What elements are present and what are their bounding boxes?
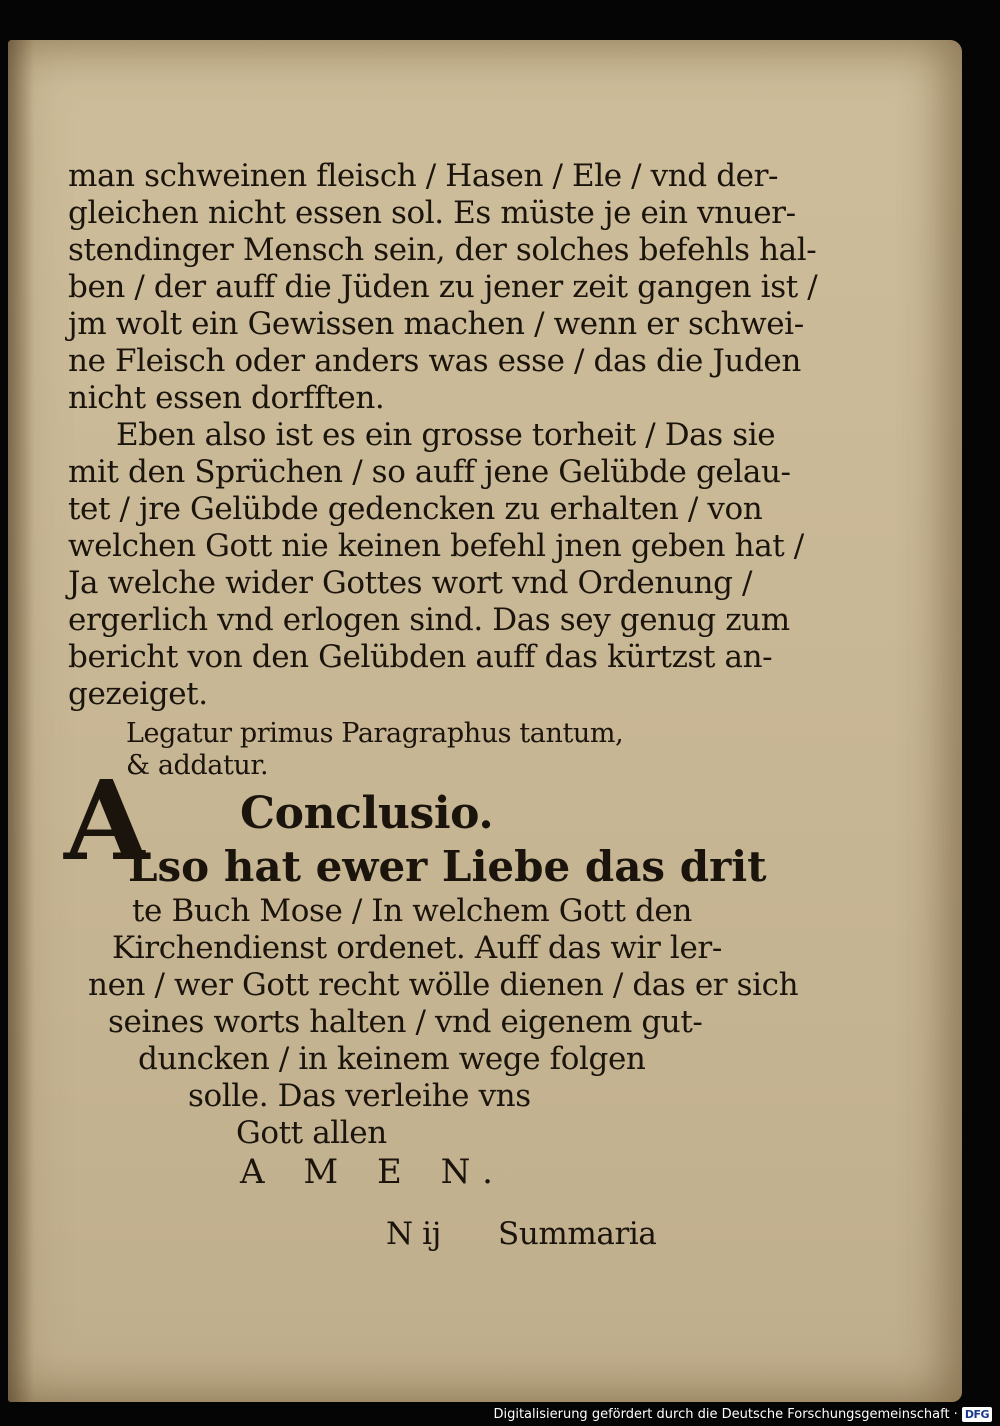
conclusion-line-3: Kirchendienst ordenet. Auff das wir ler- bbox=[112, 930, 722, 966]
text-line-3: stendinger Mensch sein, der solches befehls hal- bbox=[68, 232, 817, 268]
text-line-13: ergerlich vnd erlogen sind. Das sey genug zum bbox=[68, 602, 790, 638]
text-line-11: welchen Gott nie keinen befehl jnen geben hat / bbox=[68, 528, 804, 564]
catchword: Summaria bbox=[498, 1216, 657, 1252]
text-line-6: ne Fleisch oder anders was esse / das die Juden bbox=[68, 343, 801, 379]
latin-note-line-2: & addatur. bbox=[126, 750, 269, 781]
digitization-credit bbox=[493, 1407, 992, 1422]
conclusion-line-8: Gott allen bbox=[236, 1115, 387, 1151]
amen-line: A M E N. bbox=[240, 1152, 507, 1192]
text-line-7: nicht essen dorfften. bbox=[68, 380, 385, 416]
text-line-15: gezeiget. bbox=[68, 676, 208, 712]
text-line-1: man schweinen fleisch / Hasen / Ele / vnd der- bbox=[68, 158, 779, 194]
text-line-14: bericht von den Gelübden auff das kürtzst an- bbox=[68, 639, 773, 675]
text-line-5: jm wolt ein Gewissen machen / wenn er schwei- bbox=[68, 306, 804, 342]
text-line-2: gleichen nicht essen sol. Es müste je ein vnuer- bbox=[68, 195, 796, 231]
drop-cap: A bbox=[64, 756, 150, 885]
section-heading: Conclusio. bbox=[240, 788, 494, 839]
text-line-4: ben / der auff die Jüden zu jener zeit gangen ist / bbox=[68, 269, 818, 305]
conclusion-line-6: duncken / in keinem wege folgen bbox=[138, 1041, 646, 1077]
book-page bbox=[8, 40, 962, 1402]
conclusion-line-4: nen / wer Gott recht wölle dienen / das er sich bbox=[88, 967, 799, 1003]
text-line-9: mit den Sprüchen / so auff jene Gelübde gelau- bbox=[68, 454, 791, 490]
conclusion-line-7: solle. Das verleihe vns bbox=[188, 1078, 531, 1114]
conclusion-line-1: Lso hat ewer Liebe das drit bbox=[128, 842, 767, 891]
signature-mark: N ij bbox=[386, 1216, 441, 1252]
dfg-logo-icon: DFG bbox=[962, 1407, 992, 1422]
conclusion-line-2: te Buch Mose / In welchem Gott den bbox=[132, 893, 692, 929]
text-line-8: Eben also ist es ein grosse torheit / Das sie bbox=[116, 417, 776, 453]
text-line-10: tet / jre Gelübde gedencken zu erhalten / von bbox=[68, 491, 763, 527]
credit-text: Digitalisierung gefördert durch die Deutsche Forschungsgemeinschaft · bbox=[493, 1407, 958, 1422]
conclusion-line-5: seines worts halten / vnd eigenem gut- bbox=[108, 1004, 703, 1040]
text-line-12: Ja welche wider Gottes wort vnd Ordenung / bbox=[68, 565, 753, 601]
latin-note-line-1: Legatur primus Paragraphus tantum, bbox=[126, 718, 624, 749]
